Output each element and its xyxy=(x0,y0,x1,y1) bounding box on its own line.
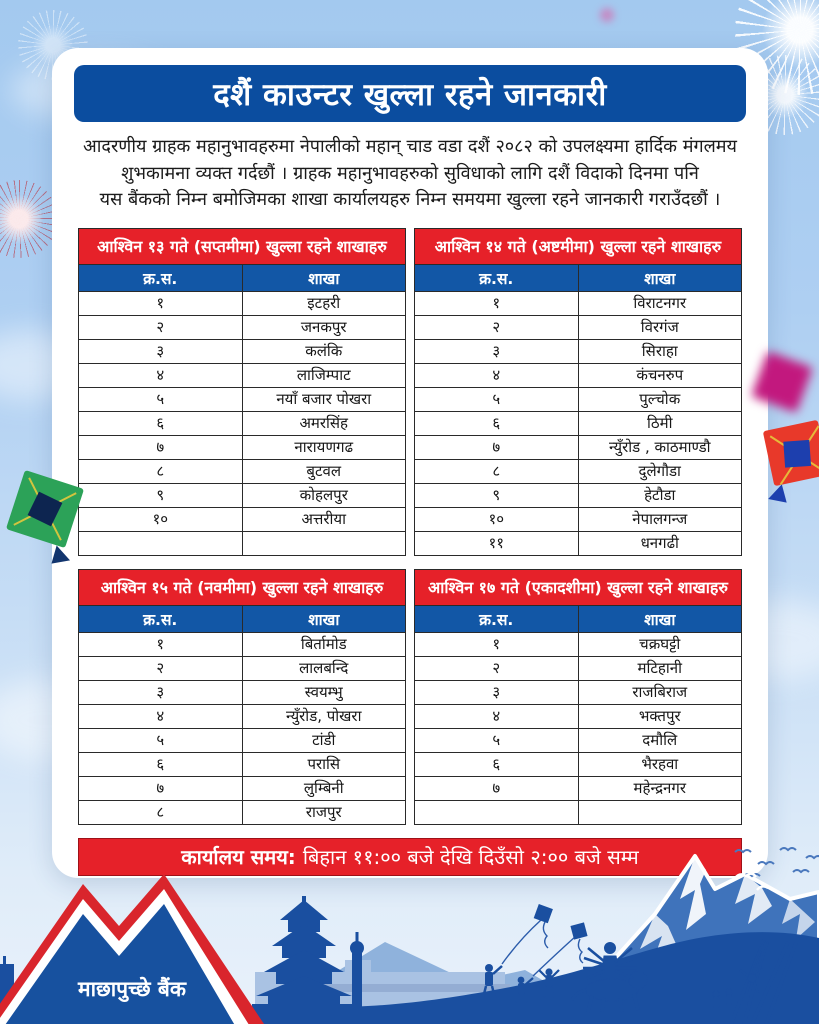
branch-cell: कलंकि xyxy=(242,339,406,363)
branch-cell xyxy=(578,800,742,824)
branch-cell: अत्तरीया xyxy=(242,507,406,531)
sn-cell: १० xyxy=(79,507,243,531)
branch-cell: कंचनरुप xyxy=(578,363,742,387)
table-row xyxy=(79,507,406,531)
branch-cell: पुल्चोक xyxy=(578,387,742,411)
table-row xyxy=(79,291,406,315)
branch-cell xyxy=(242,531,406,555)
office-hours-text: बिहान ११:०० बजे देखि दिउँसो २:०० बजे सम्म xyxy=(302,845,639,870)
branch-cell: न्युँरोड, पोखरा xyxy=(242,704,406,728)
col-header-sn: क्र.स. xyxy=(415,605,579,632)
branch-cell: हेटौडा xyxy=(578,483,742,507)
sn-cell: ५ xyxy=(79,728,243,752)
sn-cell: ८ xyxy=(415,459,579,483)
branch-cell: लालबन्दि xyxy=(242,656,406,680)
sn-cell: ३ xyxy=(79,680,243,704)
sn-cell: ७ xyxy=(79,776,243,800)
sn-cell: ६ xyxy=(79,752,243,776)
col-header-sn: क्र.स. xyxy=(79,605,243,632)
sn-cell: ७ xyxy=(415,435,579,459)
sn-cell: ६ xyxy=(79,411,243,435)
pink-kite-icon xyxy=(758,358,818,418)
table-row xyxy=(415,680,742,704)
sn-cell: ८ xyxy=(79,800,243,824)
col-header-branch: शाखा xyxy=(242,605,406,632)
table-row xyxy=(79,459,406,483)
sn-cell: ४ xyxy=(415,704,579,728)
bird-flock-icon xyxy=(735,848,819,876)
table-row xyxy=(79,363,406,387)
branch-cell: अमरसिंह xyxy=(242,411,406,435)
intro-line: आदरणीय ग्राहक महानुभावहरुमा नेपालीको महान् चाड वडा दशैं २०८२ को उपलक्ष्यमा हार्दिक मंगलमय xyxy=(82,136,738,157)
branch-cell: राजपुर xyxy=(242,800,406,824)
branch-table-1 xyxy=(78,228,406,556)
table-row xyxy=(415,728,742,752)
sn-cell: ११ xyxy=(415,531,579,555)
table-row xyxy=(415,387,742,411)
table-row xyxy=(415,363,742,387)
sn-cell: २ xyxy=(415,315,579,339)
branch-cell: बुटवल xyxy=(242,459,406,483)
table-row xyxy=(79,632,406,656)
table-row xyxy=(415,435,742,459)
branch-cell: सिराहा xyxy=(578,339,742,363)
bank-logo xyxy=(0,874,284,1024)
green-kite-icon xyxy=(14,478,104,598)
branch-cell: विराटनगर xyxy=(578,291,742,315)
table-row xyxy=(415,776,742,800)
table-row xyxy=(79,752,406,776)
table-row xyxy=(79,387,406,411)
table-row xyxy=(415,411,742,435)
scene-kite-icon xyxy=(534,904,588,963)
table-row xyxy=(79,680,406,704)
table-row xyxy=(415,483,742,507)
table-row xyxy=(79,776,406,800)
branch-cell: मटिहानी xyxy=(578,656,742,680)
branch-cell: लाजिम्पाट xyxy=(242,363,406,387)
table-row xyxy=(79,531,406,555)
sn-cell: २ xyxy=(79,315,243,339)
sn-cell: १ xyxy=(415,632,579,656)
sn-cell: ७ xyxy=(79,435,243,459)
branch-cell: बिर्तामोड xyxy=(242,632,406,656)
table-row xyxy=(415,632,742,656)
branch-cell: जनकपुर xyxy=(242,315,406,339)
table-row xyxy=(415,291,742,315)
table-row xyxy=(79,656,406,680)
sn-cell: १ xyxy=(79,632,243,656)
sn-cell: २ xyxy=(79,656,243,680)
sn-cell: ६ xyxy=(415,411,579,435)
branch-cell: परासि xyxy=(242,752,406,776)
table-row xyxy=(415,531,742,555)
table-title: आश्विन १५ गते (नवमीमा) खुल्ला रहने शाखाहरु xyxy=(79,569,406,605)
branch-cell: भैरहवा xyxy=(578,752,742,776)
sn-cell: ६ xyxy=(415,752,579,776)
col-header-sn: क्र.स. xyxy=(79,264,243,291)
table-title: आश्विन १७ गते (एकादशीमा) खुल्ला रहने शाखाहरु xyxy=(415,569,742,605)
branch-cell: महेन्द्रनगर xyxy=(578,776,742,800)
branch-cell: विरगंज xyxy=(578,315,742,339)
branch-cell: ठिमी xyxy=(578,411,742,435)
col-header-branch: शाखा xyxy=(578,264,742,291)
table-row xyxy=(79,315,406,339)
table-row xyxy=(79,435,406,459)
page-title: दशैं काउन्टर खुल्ला रहने जानकारी xyxy=(213,76,607,113)
table-row xyxy=(415,459,742,483)
table-row xyxy=(79,800,406,824)
table-row xyxy=(415,752,742,776)
branch-table-3 xyxy=(78,569,406,825)
branch-cell: लुम्बिनी xyxy=(242,776,406,800)
intro-line: यस बैंकको निम्न बमोजिमका शाखा कार्यालयहरु निम्न समयमा खुल्ला रहने जानकारी गराउँदछौं । xyxy=(99,189,721,211)
col-header-sn: क्र.स. xyxy=(415,264,579,291)
festival-scene xyxy=(0,844,819,1024)
branch-cell: धनगढी xyxy=(578,531,742,555)
branch-cell: चक्रघट्टी xyxy=(578,632,742,656)
branch-cell: नेपालगन्ज xyxy=(578,507,742,531)
notice-card xyxy=(52,48,768,878)
branch-cell: दुलेगौडा xyxy=(578,459,742,483)
table-row xyxy=(415,507,742,531)
firework-icon xyxy=(0,180,58,258)
sn-cell: ५ xyxy=(415,728,579,752)
sn-cell: ३ xyxy=(415,339,579,363)
table-row xyxy=(415,339,742,363)
table-row xyxy=(79,728,406,752)
branch-cell: नारायणगढ xyxy=(242,435,406,459)
sn-cell: ४ xyxy=(415,363,579,387)
branch-cell: इटहरी xyxy=(242,291,406,315)
sn-cell: ७ xyxy=(415,776,579,800)
table-row xyxy=(415,704,742,728)
sn-cell: १ xyxy=(415,291,579,315)
branch-table-4 xyxy=(414,569,742,825)
sn-cell: ५ xyxy=(415,387,579,411)
sn-cell: ८ xyxy=(79,459,243,483)
sn-cell: ३ xyxy=(415,680,579,704)
sn-cell xyxy=(415,800,579,824)
branch-tables xyxy=(78,228,742,825)
intro-line: शुभकामना व्यक्त गर्दछौं । ग्राहक महानुभावहरुको सुविधाको लागि दशैं विदाको दिनमा पनि xyxy=(121,162,699,184)
branch-cell: न्युँरोड , काठमाण्डौ xyxy=(578,435,742,459)
branch-cell: स्वयम्भु xyxy=(242,680,406,704)
sn-cell: १० xyxy=(415,507,579,531)
branch-cell: भक्तपुर xyxy=(578,704,742,728)
col-header-branch: शाखा xyxy=(578,605,742,632)
sn-cell: ४ xyxy=(79,363,243,387)
table-row xyxy=(79,704,406,728)
office-hours-label: कार्यालय समय: xyxy=(181,845,296,870)
sn-cell: ५ xyxy=(79,387,243,411)
sn-cell: ३ xyxy=(79,339,243,363)
sn-cell: २ xyxy=(415,656,579,680)
table-title: आश्विन १४ गते (अष्टमीमा) खुल्ला रहने शाखाहरु xyxy=(415,228,742,264)
bank-name: माछापुच्छे बैंक xyxy=(78,977,186,1001)
sn-cell: ९ xyxy=(79,483,243,507)
sn-cell: ९ xyxy=(415,483,579,507)
table-title: आश्विन १३ गते (सप्तमीमा) खुल्ला रहने शाखाहरु xyxy=(79,228,406,264)
branch-cell: नयाँ बजार पोखरा xyxy=(242,387,406,411)
branch-table-2 xyxy=(414,228,742,556)
branch-cell: दमौलि xyxy=(578,728,742,752)
table-row xyxy=(415,315,742,339)
branch-cell: कोहलपुर xyxy=(242,483,406,507)
table-row xyxy=(79,483,406,507)
branch-cell: टांडी xyxy=(242,728,406,752)
sn-cell: ४ xyxy=(79,704,243,728)
sparkle-dot xyxy=(600,8,614,22)
table-row xyxy=(415,800,742,824)
col-header-branch: शाखा xyxy=(242,264,406,291)
table-row xyxy=(79,339,406,363)
intro-paragraph xyxy=(82,134,738,214)
table-row xyxy=(79,411,406,435)
sn-cell: १ xyxy=(79,291,243,315)
title-banner xyxy=(74,65,746,122)
table-row xyxy=(415,656,742,680)
branch-cell: राजबिराज xyxy=(578,680,742,704)
red-kite-icon xyxy=(768,425,819,535)
